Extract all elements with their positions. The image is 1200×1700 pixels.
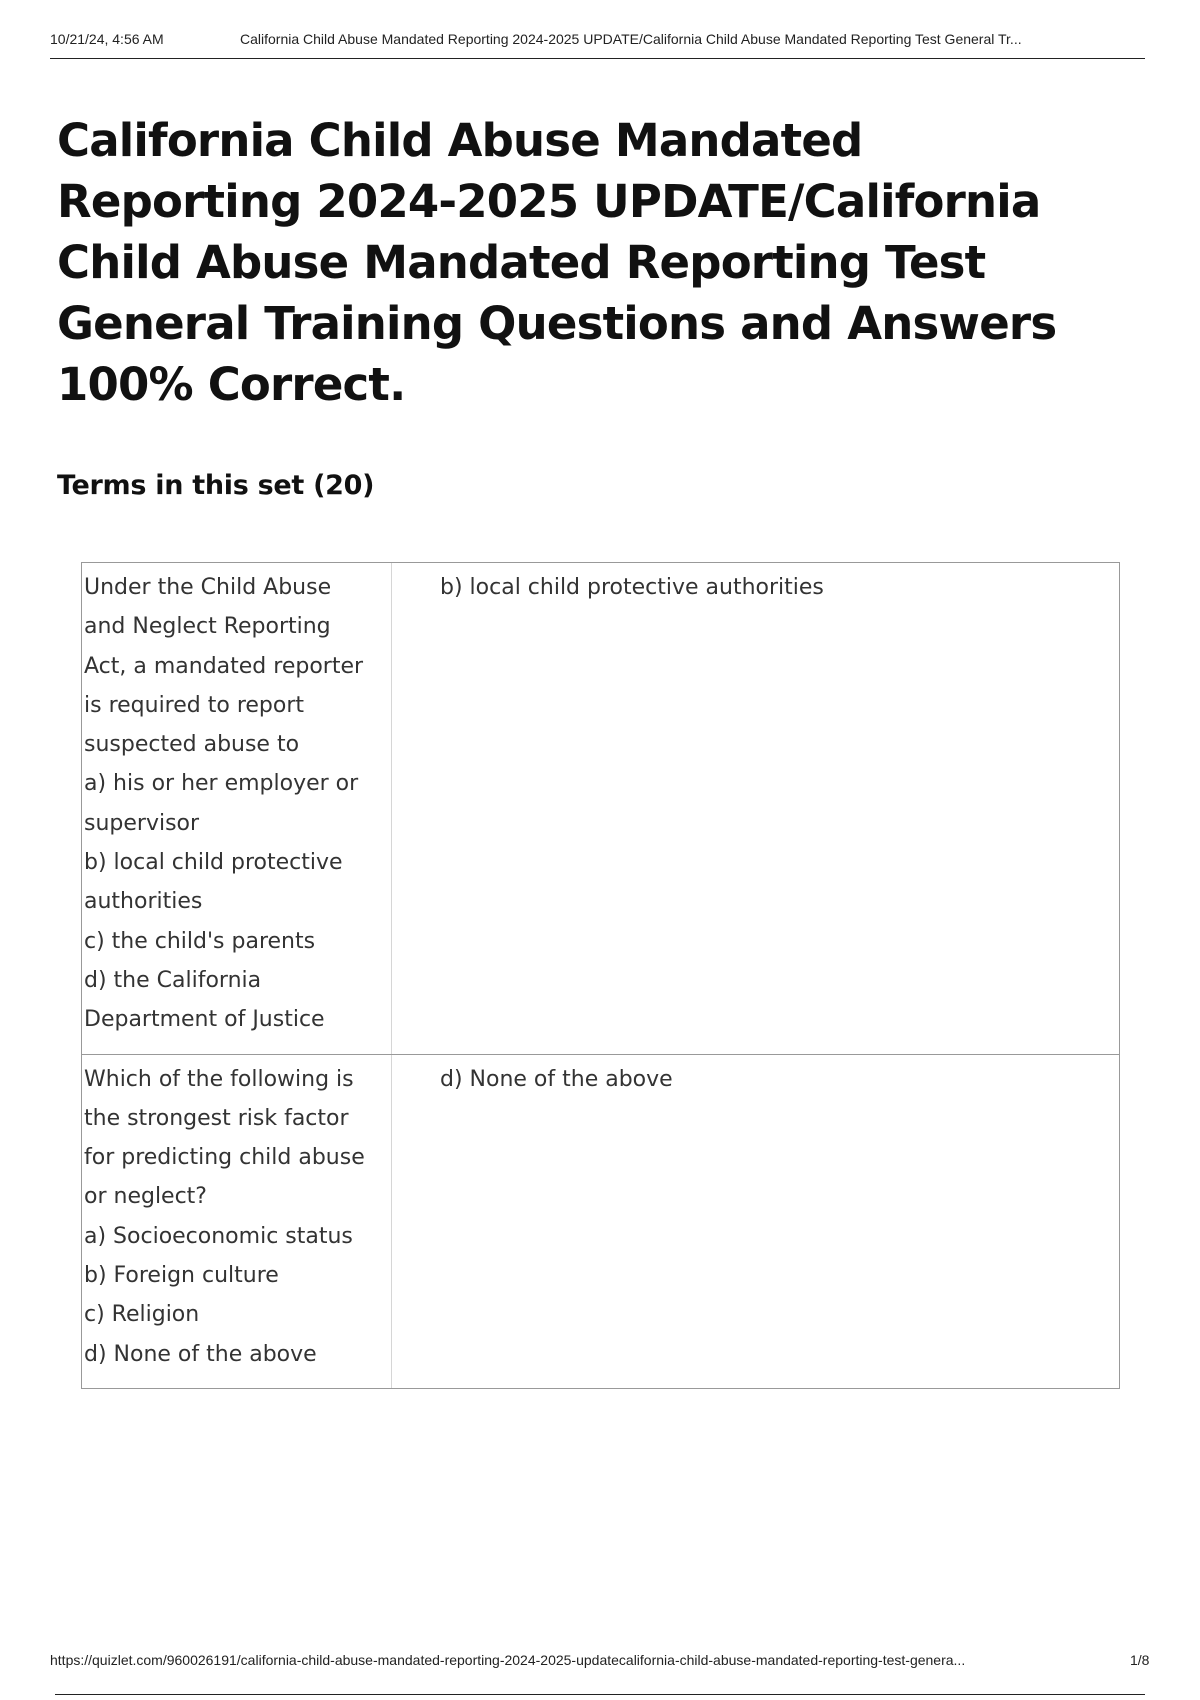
terms-heading: Terms in this set (20) (57, 470, 375, 501)
term-answer: b) local child protective authorities (440, 575, 824, 600)
term-row (82, 1055, 1119, 1388)
page-url: https://quizlet.com/960026191/california-child-abuse-mandated-reporting-2024-2025-updatecalifornia-child-abuse-mandated-reporting-test-genera... (50, 1652, 966, 1668)
term-question: Which of the following is the strongest risk factor for predicting child abuse or neglect? a) Socioeconomic status b) Foreign culture c) Religion d) None of the above (82, 1055, 392, 1388)
print-header (50, 28, 1145, 59)
page-title: California Child Abuse Mandated Reporting 2024-2025 UPDATE/California Child Abuse Mandated Reporting Test General Training Questions and Answers 100% Correct. (57, 114, 1057, 411)
print-date: 10/21/24, 4:56 AM (50, 31, 164, 47)
print-header-title: California Child Abuse Mandated Reporting 2024-2025 UPDATE/California Child Abuse Mandated Reporting Test General Tr... (240, 31, 1022, 47)
terms-table (81, 562, 1120, 1389)
footer-divider (55, 1694, 1145, 1695)
term-answer: d) None of the above (440, 1066, 673, 1092)
page-number: 1/8 (1130, 1652, 1150, 1668)
term-row (82, 563, 1119, 1055)
term-question: Under the Child Abuse and Neglect Reporting Act, a mandated reporter is required to report suspected abuse to a) his or her employer or supervisor b) local child protective authorities c) the child's parents d) the California Department of Justice (82, 563, 392, 1054)
